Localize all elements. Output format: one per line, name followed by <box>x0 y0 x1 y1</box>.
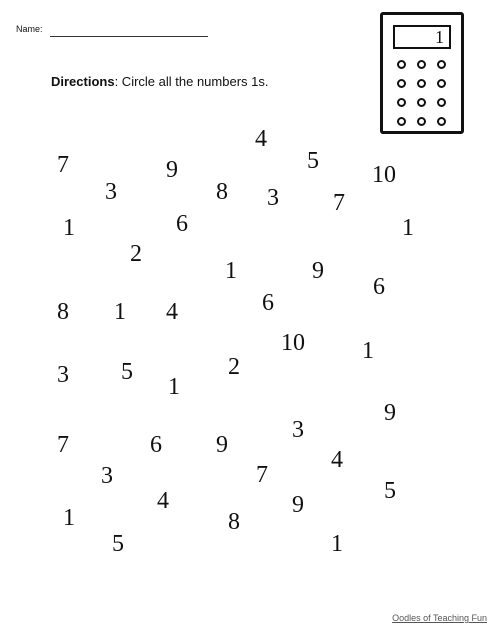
number-item[interactable]: 2 <box>130 241 142 267</box>
number-item[interactable]: 5 <box>307 148 319 174</box>
name-line[interactable] <box>50 36 208 37</box>
calculator-screen: 1 <box>393 25 451 49</box>
number-item[interactable]: 3 <box>105 179 117 205</box>
number-item[interactable]: 3 <box>101 463 113 489</box>
calculator-key-icon <box>417 117 426 126</box>
number-item[interactable]: 8 <box>216 179 228 205</box>
number-item[interactable]: 7 <box>333 190 345 216</box>
name-label: Name: <box>16 24 43 34</box>
number-item[interactable]: 5 <box>121 359 133 385</box>
number-item[interactable]: 9 <box>166 157 178 183</box>
number-item[interactable]: 10 <box>372 162 396 188</box>
number-item[interactable]: 1 <box>331 531 343 557</box>
number-item[interactable]: 10 <box>281 330 305 356</box>
calculator-key-icon <box>397 60 406 69</box>
number-item[interactable]: 3 <box>57 362 69 388</box>
number-item[interactable]: 7 <box>57 432 69 458</box>
calculator-key-icon <box>397 79 406 88</box>
calculator-key-icon <box>397 117 406 126</box>
number-item[interactable]: 1 <box>402 215 414 241</box>
number-item[interactable]: 7 <box>57 152 69 178</box>
number-item[interactable]: 1 <box>225 258 237 284</box>
directions-text <box>51 74 268 89</box>
number-item[interactable]: 4 <box>331 447 343 473</box>
number-item[interactable]: 9 <box>216 432 228 458</box>
calculator-key-icon <box>437 117 446 126</box>
number-item[interactable]: 8 <box>57 299 69 325</box>
calculator-key-icon <box>397 98 406 107</box>
number-item[interactable]: 1 <box>63 505 75 531</box>
number-item[interactable]: 1 <box>168 374 180 400</box>
calculator-key-icon <box>417 98 426 107</box>
number-item[interactable]: 2 <box>228 354 240 380</box>
number-item[interactable]: 5 <box>384 478 396 504</box>
number-item[interactable]: 5 <box>112 531 124 557</box>
calculator-icon <box>380 12 464 134</box>
number-item[interactable]: 3 <box>292 417 304 443</box>
number-item[interactable]: 9 <box>312 258 324 284</box>
number-item[interactable]: 4 <box>157 488 169 514</box>
number-item[interactable]: 1 <box>63 215 75 241</box>
number-item[interactable]: 6 <box>373 274 385 300</box>
number-item[interactable]: 1 <box>362 338 374 364</box>
number-item[interactable]: 7 <box>256 462 268 488</box>
calculator-key-icon <box>417 79 426 88</box>
number-item[interactable]: 6 <box>150 432 162 458</box>
number-item[interactable]: 9 <box>384 400 396 426</box>
number-item[interactable]: 8 <box>228 509 240 535</box>
number-item[interactable]: 9 <box>292 492 304 518</box>
number-item[interactable]: 6 <box>176 211 188 237</box>
number-item[interactable]: 3 <box>267 185 279 211</box>
calculator-key-icon <box>417 60 426 69</box>
number-item[interactable]: 4 <box>166 299 178 325</box>
calculator-key-icon <box>437 98 446 107</box>
directions-bold: Directions <box>51 74 115 89</box>
calculator-key-icon <box>437 79 446 88</box>
number-item[interactable]: 1 <box>114 299 126 325</box>
directions-instruction: : Circle all the numbers 1s. <box>114 74 269 89</box>
number-item[interactable]: 4 <box>255 126 267 152</box>
number-item[interactable]: 6 <box>262 290 274 316</box>
calculator-key-icon <box>437 60 446 69</box>
footer-credit-link[interactable]: Oodles of Teaching Fun <box>392 613 487 623</box>
